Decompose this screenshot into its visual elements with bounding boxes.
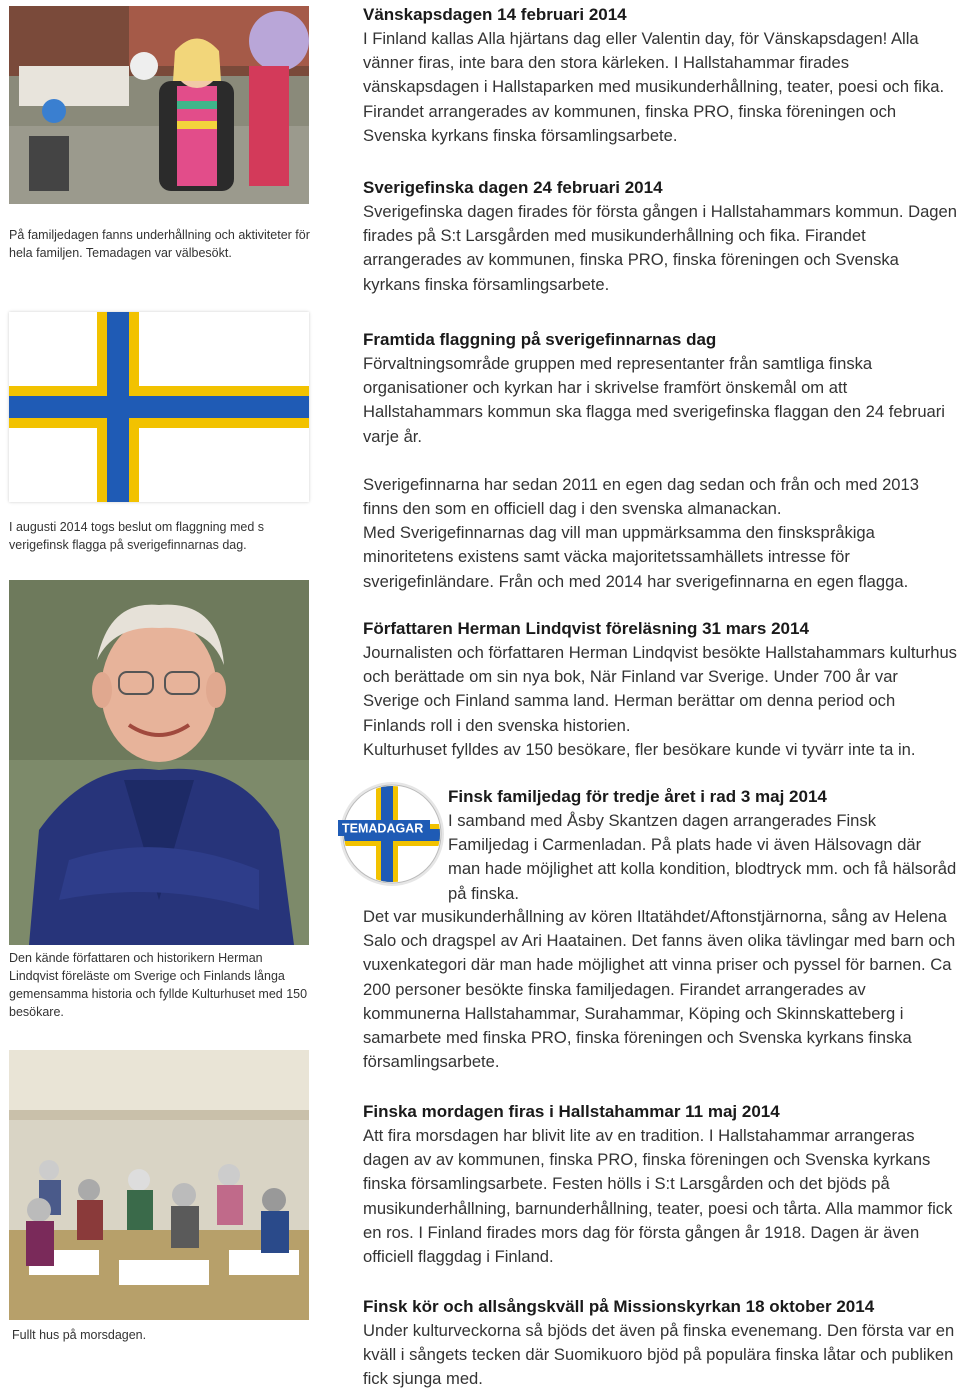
article-body: Med Sverigefinnarnas dag vill man uppmärksamma den finskspråkiga minoritetens existens samt väcka majoritetssamhällets intresse för sverigefinländare. Från och med 2014 har sverigefinnarna en egen flagga.	[363, 523, 909, 591]
article-title: Vänskapsdagen 14 februari 2014	[363, 5, 627, 24]
article-body: Journalisten och författaren Herman Lindqvist besökte Hallstahammars kulturhus och berättade om sin nya bok, När Finland var Sverige. Under 700 år var Sverige och Finland samma land. Herman berättar om denna period och Finlands roll i den svenska historien.	[363, 643, 957, 735]
article-familjedag-continued	[363, 905, 958, 1074]
article-familjedag	[448, 785, 958, 906]
article-body: Att fira morsdagen har blivit lite av en tradition. I Hallstahammar arrangeras dagen av av kommunen, finska PRO, finska föreningen och Svenska kyrkans finska församlingsarbete. Festen hölls i S:t Larsgården och det bjöds på musikunderhållning, barnunderhållning, teater, poesi och tårta. Alla mammor fick en ros. I Finland firades mors dag för första gången år 1918. Dagen är även officiell flaggdag i Finland.	[363, 1126, 953, 1267]
article-body: Förvaltningsområde gruppen med representanter från samtliga finska organisationer och kyrkan har i skrivelse framfört önskemål om att Hallstahammars kommun ska flagga med sverigefinska flaggan den 24 februari varje år.	[363, 354, 945, 446]
article-body: Under kulturveckorna så bjöds det även på finska evenemang. Den första var en kväll i sångets tecken där Suomikuoro bjöd på populära finska låtar och publiken fick sjunga med.	[363, 1321, 955, 1389]
badge-label: TEMADAGAR	[342, 821, 424, 836]
article-title: Finsk familjedag för tredje året i rad 3 maj 2014	[448, 787, 827, 806]
article-title: Finsk kör och allsångskväll på Missionskyrkan 18 oktober 2014	[363, 1297, 875, 1316]
article-body: Kulturhuset fylldes av 150 besökare, fler besökare kunde vi tyvärr inte ta in.	[363, 739, 916, 759]
article-body: I Finland kallas Alla hjärtans dag eller Valentin day, för Vänskapsdagen! Alla vänner firas, inte bara den stora kärleken. I Hallstahammar firades vänskapsdagen i Hallstaparken med musikunderhållning, teater, poesi och fika. Firandet arrangerades av kommunen, finska PRO, finska föreningen och Svenska kyrkans finska församlingsarbete.	[363, 29, 945, 145]
article-title: Framtida flaggning på sverigefinnarnas dag	[363, 330, 717, 349]
article-body: Sverigefinska dagen firades för första gången i Hallstahammars kommun. Dagen firades på S:t Larsgården med musikunderhållning och fika. Firandet arrangerades av kommunen, finska PRO, finska föreningen och Svenska kyrkans finska församlingsarbete.	[363, 202, 957, 294]
family-day-photo	[9, 6, 309, 204]
lindqvist-portrait	[9, 580, 309, 945]
article-body: I samband med Åsby Skantzen dagen arrangerades Finsk Familjedag i Carmenladan. På plats hade vi även Hälsovagn där man hade möjlighet att kolla kondition, blodtryck mm. och få hälsoråd på finska.	[448, 811, 957, 903]
article-title: Sverigefinska dagen 24 februari 2014	[363, 178, 663, 197]
article-flaggning	[363, 328, 958, 594]
mothers-day-photo	[9, 1050, 309, 1320]
family-day-caption: På familjedagen fanns underhållning och aktiviteter för hela familjen. Temadagen var välbesökt.	[9, 228, 310, 260]
article-body: Det var musikunderhållning av kören Iltatähdet/Aftonstjärnorna, sång av Helena Salo och dragspel av Ari Haatainen. Det fanns även olika tävlingar med barn och vuxenkategori där man hade möjlighet att vinna priser och pyssel för barnen. Ca 200 personer besökte finska familjedagen. Firandet arrangerades av kommunerna Hallstahammar, Surahammar, Köping och Skinnskatteberg i samarbete med finska PRO, finska föreningen och Svenska kyrkans finska församlingsarbete.	[363, 907, 956, 1072]
article-title: Finska mordagen firas i Hallstahammar 11 maj 2014	[363, 1102, 780, 1121]
mothers-day-caption: Fullt hus på morsdagen.	[12, 1328, 147, 1342]
article-sverigefinska-dagen	[363, 176, 958, 297]
lindqvist-caption: Den kände författaren och historikern Herman Lindqvist föreläste om Sverige och Finlands långa gemensamma historia och fyllde Kulturhuset med 150 besökare.	[9, 951, 308, 1019]
article-title: Författaren Herman Lindqvist föreläsning 31 mars 2014	[363, 619, 809, 638]
article-mordagen	[363, 1100, 958, 1269]
flag-caption: I augusti 2014 togs beslut om flaggning med s verigefinsk flagga på sverigefinnarnas dag.	[9, 520, 265, 552]
temadagar-badge	[338, 780, 446, 888]
sverigefinsk-flag-image	[9, 312, 309, 502]
article-vanskapsdagen	[363, 3, 958, 148]
article-kor	[363, 1295, 958, 1392]
article-lindqvist	[363, 617, 958, 762]
article-body: Sverigefinnarna har sedan 2011 en egen dag sedan och från och med 2013 finns den som en officiell dag i den svenska almanackan.	[363, 474, 919, 519]
